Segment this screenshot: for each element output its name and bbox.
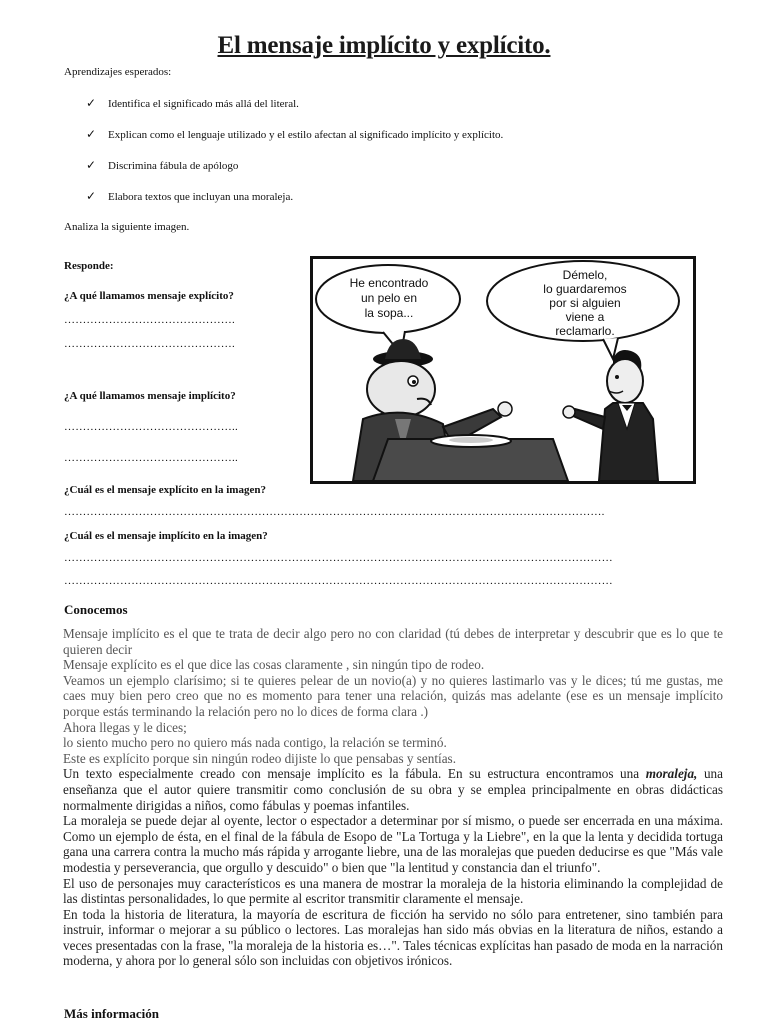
section-heading-conocemos: Conocemos xyxy=(64,602,128,617)
paragraph: En toda la historia de literatura, la mayoría de escritura de ficción ha servido no sólo para entretener, sino también para instruir, informar o mejorar a su público o lectores. Las moralejas han sido más obvias en la literatura de niños, estando a veces presentadas con la frase, "la moraleja de la historia es…". Tales técnicas explícitas han pasado de moda en la narración moderna, y ahora por lo general sólo son incluidas con objetivos irónicos. xyxy=(63,906,723,969)
answer-line[interactable]: ………………………………………. xyxy=(64,314,235,326)
paragraph xyxy=(63,766,723,813)
objectives-heading: Aprendizajes esperados: xyxy=(64,66,172,78)
bubble-right-line-4: viene a xyxy=(565,310,605,324)
objective-text: Explican como el lenguaje utilizado y el estilo afectan al significado implícito y explícito. xyxy=(108,128,504,141)
objective-item xyxy=(86,127,503,142)
paragraph: La moraleja se puede dejar al oyente, lector o espectador a determinar por sí mismo, o puede ser encerrada en una máxima. Como un ejemplo de ésta, en el final de la fábula de Esopo de "La Tortuga y la Liebre", en la que la lenta y decidida tortuga gana una carrera contra la mucho más rápida y arrogante liebre, una de las moralejas que pueden deducirse es que "Más vale modestia y perseverancia, que orgullo y descuido" o bien que "la lentitud y constancia dan el triunfo". xyxy=(63,813,723,875)
cartoon-image xyxy=(310,256,696,484)
answer-line[interactable]: ……………………………………….. xyxy=(64,452,238,464)
answer-line[interactable]: ………………………………………………………………………………………………………………………………. xyxy=(64,506,605,518)
table-with-soup xyxy=(373,435,568,481)
analyze-instruction: Analiza la siguiente imagen. xyxy=(64,221,190,233)
question-3: ¿Cuál es el mensaje explícito en la imagen? xyxy=(64,484,266,496)
answer-line[interactable]: ………………………………………. xyxy=(64,338,235,350)
paragraph: Veamos un ejemplo clarísimo; si te quieres pelear de un novio(a) y no quieres lastimarlo vas y le dices; tú me gustas, me caes muy bien pero creo que no es momento para tener una relación, quizás mas adelante (ese es un mensaje implícito porque estás terminando la relación pero no lo dices de forma clara .) xyxy=(63,672,723,719)
bubble-right-line-1: Démelo, xyxy=(562,268,608,282)
question-1: ¿A qué llamamos mensaje explícito? xyxy=(64,290,234,302)
objective-text: Discrimina fábula de apólogo xyxy=(108,159,239,172)
text-span: una enseñanza que el autor quiere transmitir como conclusión de su obra y se emplea principalmente en obras didácticas normalmente dirigidas a niños, como fábulas y poemas infantiles. xyxy=(63,766,723,813)
objective-item xyxy=(86,158,238,173)
objective-text: Identifica el significado más allá del literal. xyxy=(108,97,299,110)
paragraph: Mensaje explícito es el que dice las cosas claramente , sin ningún tipo de rodeo. xyxy=(63,657,485,673)
paragraph: El uso de personajes muy característicos es una manera de mostrar la moraleja de la historia eliminando la complejidad de las distintas personalidades, lo que permite al escritor transmitir claramente el mensaje. xyxy=(63,875,723,907)
bubble-right-line-5: reclamarlo. xyxy=(555,324,615,338)
checkmark-icon: ✓ xyxy=(86,158,97,172)
bubble-left-line-1: He encontrado xyxy=(349,276,429,290)
objective-item xyxy=(86,96,299,111)
emphasis-moraleja: moraleja, xyxy=(645,766,698,782)
paragraph: Mensaje implícito es el que te trata de decir algo pero no con claridad (tú debes de interpretar y descubrir que es lo que te quieren decir xyxy=(63,626,723,657)
answer-line[interactable]: ………………………………………………………………………………………………………………………………… xyxy=(64,575,613,587)
bubble-right-line-3: por si alguien xyxy=(549,296,621,310)
cartoon-drawing xyxy=(313,259,693,481)
section-heading-mas-informacion: Más información xyxy=(64,1006,159,1021)
bubble-left-line-3: la sopa... xyxy=(364,306,414,320)
bubble-left-line-2: un pelo en xyxy=(360,291,418,305)
answer-line[interactable]: ………………………………………………………………………………………………………………………………… xyxy=(64,552,613,564)
respond-label: Responde: xyxy=(64,260,114,272)
question-2: ¿A qué llamamos mensaje implícito? xyxy=(64,390,236,402)
page-title: El mensaje implícito y explícito. xyxy=(217,32,551,59)
objective-text: Elabora textos que incluyan una moraleja. xyxy=(108,190,294,203)
checkmark-icon: ✓ xyxy=(86,189,97,203)
answer-line[interactable]: ……………………………………….. xyxy=(64,421,238,433)
paragraph: Ahora llegas y le dices; xyxy=(63,719,187,735)
paragraph: lo siento mucho pero no quiero más nada contigo, la relación se terminó. xyxy=(63,735,447,751)
checkmark-icon: ✓ xyxy=(86,127,97,141)
text-span: Un texto especialmente creado con mensaje implícito es la fábula. En su estructura encontramos una xyxy=(63,766,646,782)
question-4: ¿Cuál es el mensaje implícito en la imagen? xyxy=(64,530,268,542)
objective-item xyxy=(86,189,293,204)
bubble-right-line-2: lo guardaremos xyxy=(543,282,627,296)
content-body xyxy=(63,626,723,969)
paragraph: Este es explícito porque sin ningún rodeo dijiste lo que pensabas y sentías. xyxy=(63,750,456,766)
checkmark-icon: ✓ xyxy=(86,96,97,110)
